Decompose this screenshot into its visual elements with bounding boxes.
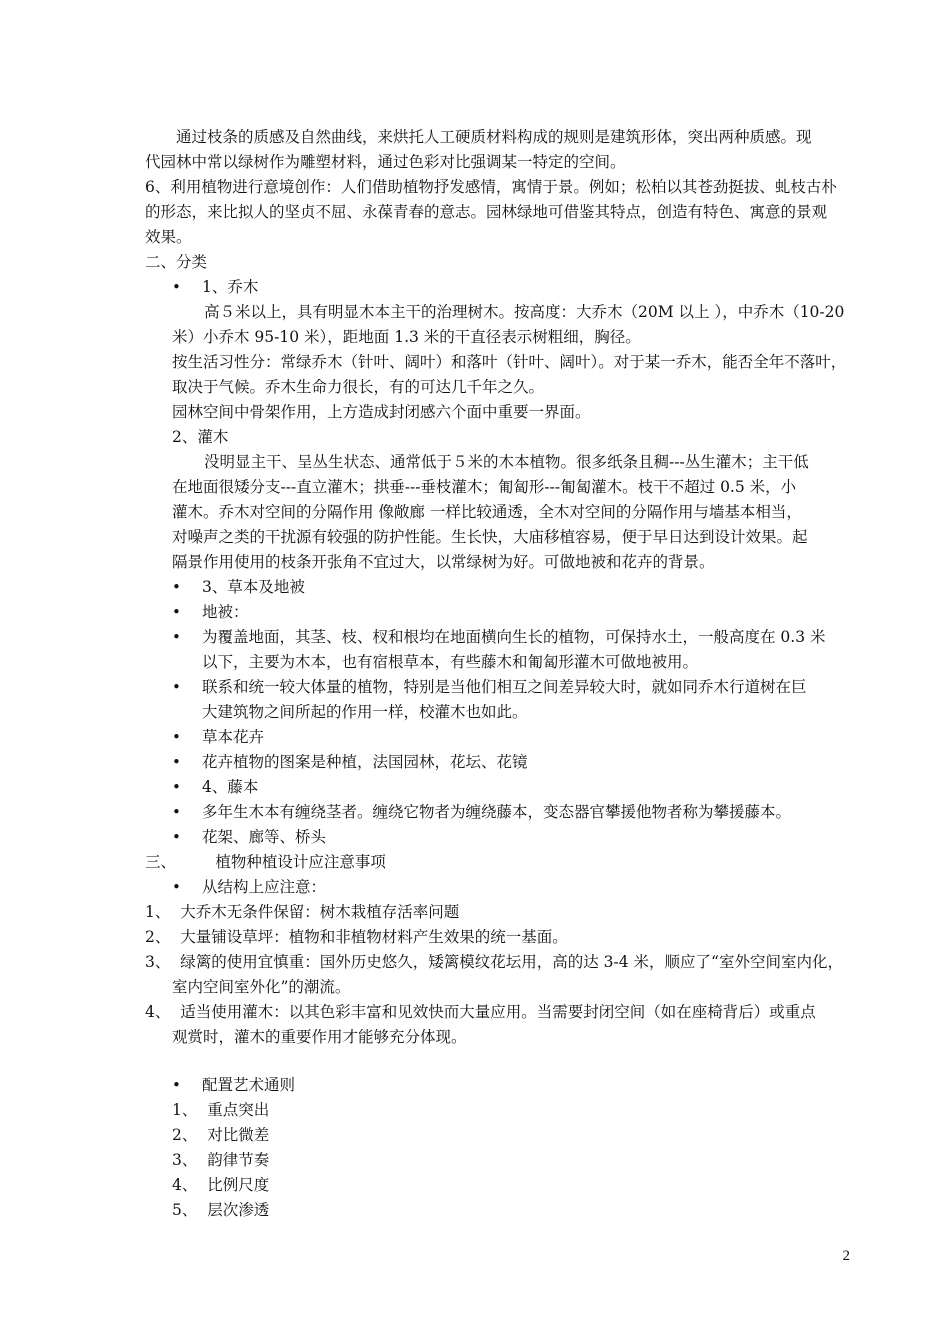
- subsection-heading: 1、乔木: [202, 278, 259, 296]
- paragraph-line: 对噪声之类的干扰源有较强的防护性能。生长快，大庙移植容易，便于早日达到设计效果。起: [172, 528, 808, 546]
- list-item-continued: 以下，主要为木本，也有宿根草本，有些藤木和匍匐形灌木可做地被用。: [202, 653, 699, 671]
- list-item: 从结构上应注意：: [202, 878, 327, 896]
- list-item: 花架、廊等、桥头: [202, 828, 327, 846]
- list-heading: 配置艺术通则: [202, 1076, 296, 1094]
- list-item: 联系和统一较大体量的植物，特别是当他们相互之间差异较大时，就如同乔木行道树在巨: [202, 678, 807, 696]
- paragraph-line: 取决于气候。乔木生命力很长，有的可达几千年之久。: [172, 378, 545, 396]
- bullet-icon: •: [172, 1076, 181, 1094]
- numbered-item: 2、 对比微差: [172, 1126, 270, 1144]
- paragraph-line: 园林空间中骨架作用，上方造成封闭感六个面中重要一界面。: [172, 403, 591, 421]
- numbered-item: 1、 重点突出: [172, 1101, 270, 1119]
- section-heading: 三、 植物种植设计应注意事项: [145, 853, 386, 871]
- subsection-heading: 4、藤本: [202, 778, 259, 796]
- paragraph-line: 隔景作用使用的枝条开张角不宜过大，以常绿树为好。可做地被和花卉的背景。: [172, 553, 715, 571]
- bullet-icon: •: [172, 753, 181, 771]
- bullet-icon: •: [172, 728, 181, 746]
- numbered-item: 2、 大量铺设草坪：植物和非植物材料产生效果的统一基面。: [145, 928, 568, 946]
- bullet-icon: •: [172, 278, 181, 296]
- paragraph-line: 米）小乔木 95-10 米），距地面 1.3 米的干直径表示树粗细，胸径。: [172, 328, 641, 346]
- list-item-continued: 大建筑物之间所起的作用一样，校灌木也如此。: [202, 703, 528, 721]
- list-item: 地被：: [202, 603, 249, 621]
- section-heading: 二、分类: [145, 253, 208, 271]
- paragraph-line: 6、利用植物进行意境创作：人们借助植物抒发感情，寓情于景。例如；松柏以其苍劲挺拔、虬枝古朴: [145, 178, 837, 196]
- numbered-item: 1、 大乔木无条件保留：树木栽植存活率问题: [145, 903, 460, 921]
- list-item: 为覆盖地面，其茎、枝、杈和根均在地面横向生长的植物，可保持水土，一般高度在 0.3 米: [202, 628, 826, 646]
- subsection-heading: 2、灌木: [172, 428, 229, 446]
- bullet-icon: •: [172, 803, 181, 821]
- paragraph-line: 效果。: [145, 228, 192, 246]
- paragraph-line: 灌木。乔木对空间的分隔作用 像敞廊 一样比较通透，全木对空间的分隔作用与墙基本相当，: [172, 503, 802, 521]
- page-number: 2: [842, 1248, 850, 1264]
- bullet-icon: •: [172, 778, 181, 796]
- bullet-icon: •: [172, 578, 181, 596]
- paragraph-line: 的形态，来比拟人的坚贞不屈、永葆青春的意志。园林绿地可借鉴其特点，创造有特色、寓意的景观: [145, 203, 828, 221]
- bullet-icon: •: [172, 878, 181, 896]
- paragraph-line: 代园林中常以绿树作为雕塑材料，通过色彩对比强调某一特定的空间。: [145, 153, 626, 171]
- numbered-item: 4、 比例尺度: [172, 1176, 270, 1194]
- paragraph-line: 通过枝条的质感及自然曲线，来烘托人工硬质材料构成的规则是建筑形体，突出两种质感。现: [176, 128, 812, 146]
- paragraph-line: 在地面很矮分支---直立灌木；拱垂---垂枝灌木；匍匐形---匍匐灌木。枝干不超过 0.5 米，小: [172, 478, 797, 496]
- paragraph-line: 没明显主干、呈丛生状态、通常低于５米的木本植物。很多纸条且稠---丛生灌木；主干低: [204, 453, 809, 471]
- bullet-icon: •: [172, 603, 181, 621]
- paragraph-line: 高５米以上，具有明显木本主干的治理树木。按高度：大乔木（20M 以上 ），中乔木（10-20: [204, 303, 845, 321]
- subsection-heading: 3、草本及地被: [202, 578, 305, 596]
- numbered-item-continued: 室内空间室外化”的潮流。: [172, 978, 351, 996]
- list-item: 多年生木本有缠绕茎者。缠绕它物者为缠绕藤本，变态器官攀援他物者称为攀援藤本。: [202, 803, 792, 821]
- list-item: 草本花卉: [202, 728, 265, 746]
- numbered-item: 5、 层次渗透: [172, 1201, 270, 1219]
- numbered-item: 3、 韵律节奏: [172, 1151, 270, 1169]
- paragraph-line: 按生活习性分：常绿乔木（针叶、阔叶）和落叶（针叶、阔叶）。对于某一乔木，能否全年不落叶，: [172, 353, 847, 371]
- numbered-item-continued: 观赏时，灌木的重要作用才能够充分体现。: [172, 1028, 467, 1046]
- bullet-icon: •: [172, 828, 181, 846]
- bullet-icon: •: [172, 678, 181, 696]
- numbered-item: 3、 绿篱的使用宜慎重：国外历史悠久，矮篱模纹花坛用，高的达 3-4 米，顺应了“室外空间室内化，: [145, 953, 843, 971]
- bullet-icon: •: [172, 628, 181, 646]
- list-item: 花卉植物的图案是种植，法国园林，花坛、花镜: [202, 753, 528, 771]
- numbered-item: 4、 适当使用灌木：以其色彩丰富和见效快而大量应用。当需要封闭空间（如在座椅背后）或重点: [145, 1003, 816, 1021]
